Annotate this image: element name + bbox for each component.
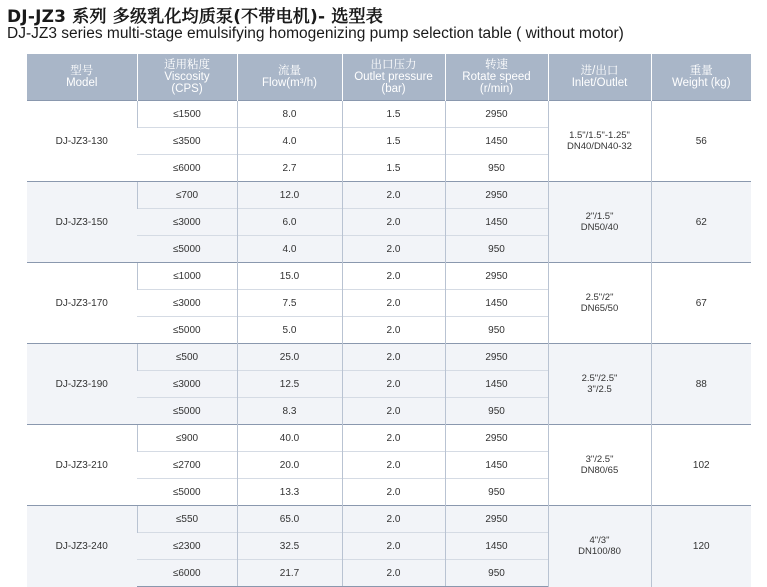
flow-cell: 12.5	[237, 371, 342, 398]
pressure-cell: 2.0	[342, 317, 445, 344]
header-label-cn: 进/出口	[580, 65, 619, 77]
inlet-outlet-line: 3"/2.5	[587, 384, 612, 395]
pressure-cell: 2.0	[342, 533, 445, 560]
inlet-outlet-cell	[548, 506, 651, 587]
flow-cell: 25.0	[237, 344, 342, 371]
speed-cell: 1450	[445, 452, 548, 479]
viscosity-cell: ≤500	[137, 344, 237, 371]
pressure-cell: 2.0	[342, 560, 445, 587]
inlet-outlet-cell	[548, 425, 651, 506]
flow-cell: 32.5	[237, 533, 342, 560]
viscosity-cell: ≤3000	[137, 371, 237, 398]
viscosity-cell: ≤900	[137, 425, 237, 452]
speed-cell: 950	[445, 398, 548, 425]
pressure-cell: 2.0	[342, 506, 445, 533]
pressure-cell: 1.5	[342, 101, 445, 128]
table-body	[27, 101, 751, 587]
speed-cell: 950	[445, 236, 548, 263]
viscosity-cell: ≤6000	[137, 560, 237, 587]
header-label-en: Viscosity	[164, 71, 210, 83]
speed-cell: 2950	[445, 101, 548, 128]
viscosity-cell: ≤6000	[137, 155, 237, 182]
viscosity-cell: ≤700	[137, 182, 237, 209]
speed-cell: 1450	[445, 290, 548, 317]
viscosity-cell: ≤5000	[137, 236, 237, 263]
header-flow	[237, 54, 342, 101]
flow-cell: 4.0	[237, 128, 342, 155]
flow-cell: 65.0	[237, 506, 342, 533]
table-row	[27, 182, 751, 209]
flow-cell: 2.7	[237, 155, 342, 182]
inlet-outlet-line: DN50/40	[580, 222, 619, 233]
viscosity-cell: ≤550	[137, 506, 237, 533]
flow-cell: 7.5	[237, 290, 342, 317]
header-model	[27, 54, 137, 101]
inlet-outlet-line: 3"/2.5"	[585, 454, 614, 465]
speed-cell: 2950	[445, 182, 548, 209]
weight-cell: 88	[651, 344, 751, 425]
table-row	[27, 263, 751, 290]
inlet-outlet-line: 2"/1.5"	[585, 211, 614, 222]
flow-cell: 8.0	[237, 101, 342, 128]
pressure-cell: 2.0	[342, 398, 445, 425]
speed-cell: 950	[445, 317, 548, 344]
speed-cell: 2950	[445, 263, 548, 290]
header-inlet-outlet	[548, 54, 651, 101]
inlet-outlet-line: DN100/80	[578, 546, 621, 558]
viscosity-cell: ≤5000	[137, 317, 237, 344]
table-row	[27, 101, 751, 128]
header-label-cn: 出口压力	[370, 59, 417, 71]
weight-cell: 62	[651, 182, 751, 263]
flow-cell: 13.3	[237, 479, 342, 506]
inlet-outlet-line: 2.5"/2.5"	[581, 373, 618, 384]
header-label-cn: 型号	[70, 65, 94, 77]
inlet-outlet-line: 1.5"/1.5"-1.25"	[569, 130, 630, 141]
speed-cell: 1450	[445, 209, 548, 236]
header-label-en: Outlet pressure	[354, 71, 433, 83]
model-cell: DJ-JZ3-240	[27, 506, 137, 587]
model-cell: DJ-JZ3-170	[27, 263, 137, 344]
pressure-cell: 2.0	[342, 182, 445, 209]
speed-cell: 950	[445, 560, 548, 587]
viscosity-cell: ≤3000	[137, 209, 237, 236]
header-label-cn: 适用粘度	[164, 59, 210, 71]
page-subtitle: DJ-JZ3 series multi-stage emulsifying homogenizing pump selection table ( without motor)	[7, 25, 624, 42]
header-weight	[651, 54, 751, 101]
flow-cell: 12.0	[237, 182, 342, 209]
flow-cell: 5.0	[237, 317, 342, 344]
speed-cell: 2950	[445, 344, 548, 371]
header-rotate-speed	[445, 54, 548, 101]
selection-table	[27, 54, 751, 587]
header-label-unit: (CPS)	[171, 83, 203, 95]
pressure-cell: 1.5	[342, 155, 445, 182]
flow-cell: 20.0	[237, 452, 342, 479]
inlet-outlet-cell	[548, 182, 651, 263]
speed-cell: 1450	[445, 128, 548, 155]
inlet-outlet-line: DN80/65	[580, 465, 619, 476]
model-cell: DJ-JZ3-210	[27, 425, 137, 506]
header-label-unit: (r/min)	[479, 83, 514, 95]
table-row	[27, 506, 751, 533]
viscosity-cell: ≤3000	[137, 290, 237, 317]
speed-cell: 2950	[445, 506, 548, 533]
viscosity-cell: ≤2700	[137, 452, 237, 479]
header-label-cn: 重量	[689, 65, 713, 77]
pressure-cell: 2.0	[342, 425, 445, 452]
model-cell: DJ-JZ3-190	[27, 344, 137, 425]
inlet-outlet-line: DN65/50	[580, 303, 619, 314]
viscosity-cell: ≤5000	[137, 479, 237, 506]
flow-cell: 15.0	[237, 263, 342, 290]
table-header-row	[27, 54, 751, 101]
flow-cell: 8.3	[237, 398, 342, 425]
pressure-cell: 2.0	[342, 344, 445, 371]
pressure-cell: 2.0	[342, 452, 445, 479]
pressure-cell: 2.0	[342, 479, 445, 506]
inlet-outlet-cell	[548, 101, 651, 182]
pressure-cell: 2.0	[342, 236, 445, 263]
pressure-cell: 1.5	[342, 128, 445, 155]
pressure-cell: 2.0	[342, 290, 445, 317]
flow-cell: 4.0	[237, 236, 342, 263]
weight-cell: 102	[651, 425, 751, 506]
viscosity-cell: ≤1500	[137, 101, 237, 128]
header-label-en: Rotate speed	[462, 71, 531, 83]
header-label-en: Inlet/Outlet	[571, 77, 628, 89]
table-row	[27, 344, 751, 371]
inlet-outlet-line: 2.5"/2"	[585, 292, 614, 303]
header-label-en: Model	[66, 77, 98, 89]
pressure-cell: 2.0	[342, 371, 445, 398]
viscosity-cell: ≤5000	[137, 398, 237, 425]
speed-cell: 1450	[445, 371, 548, 398]
inlet-outlet-line: DN40/DN40-32	[567, 141, 632, 152]
header-viscosity	[137, 54, 237, 101]
header-label-en: Weight (kg)	[671, 77, 731, 89]
inlet-outlet-line: 4"/3"	[589, 535, 610, 547]
speed-cell: 950	[445, 155, 548, 182]
model-cell: DJ-JZ3-150	[27, 182, 137, 263]
speed-cell: 950	[445, 479, 548, 506]
speed-cell: 1450	[445, 533, 548, 560]
pressure-cell: 2.0	[342, 263, 445, 290]
page-title: DJ-JZ3 系列 多级乳化均质泵(不带电机)- 选型表	[7, 7, 383, 27]
weight-cell: 56	[651, 101, 751, 182]
weight-cell: 120	[651, 506, 751, 587]
header-outlet-pressure	[342, 54, 445, 101]
inlet-outlet-cell	[548, 344, 651, 425]
weight-cell: 67	[651, 263, 751, 344]
header-label-unit: (bar)	[381, 83, 406, 95]
speed-cell: 2950	[445, 425, 548, 452]
header-label-cn: 流量	[278, 65, 301, 77]
flow-cell: 6.0	[237, 209, 342, 236]
viscosity-cell: ≤1000	[137, 263, 237, 290]
inlet-outlet-cell	[548, 263, 651, 344]
flow-cell: 40.0	[237, 425, 342, 452]
table-row	[27, 425, 751, 452]
model-cell: DJ-JZ3-130	[27, 101, 137, 182]
header-label-en: Flow(m³/h)	[262, 77, 317, 89]
flow-cell: 21.7	[237, 560, 342, 587]
header-label-cn: 转速	[485, 59, 508, 71]
viscosity-cell: ≤3500	[137, 128, 237, 155]
pressure-cell: 2.0	[342, 209, 445, 236]
viscosity-cell: ≤2300	[137, 533, 237, 560]
